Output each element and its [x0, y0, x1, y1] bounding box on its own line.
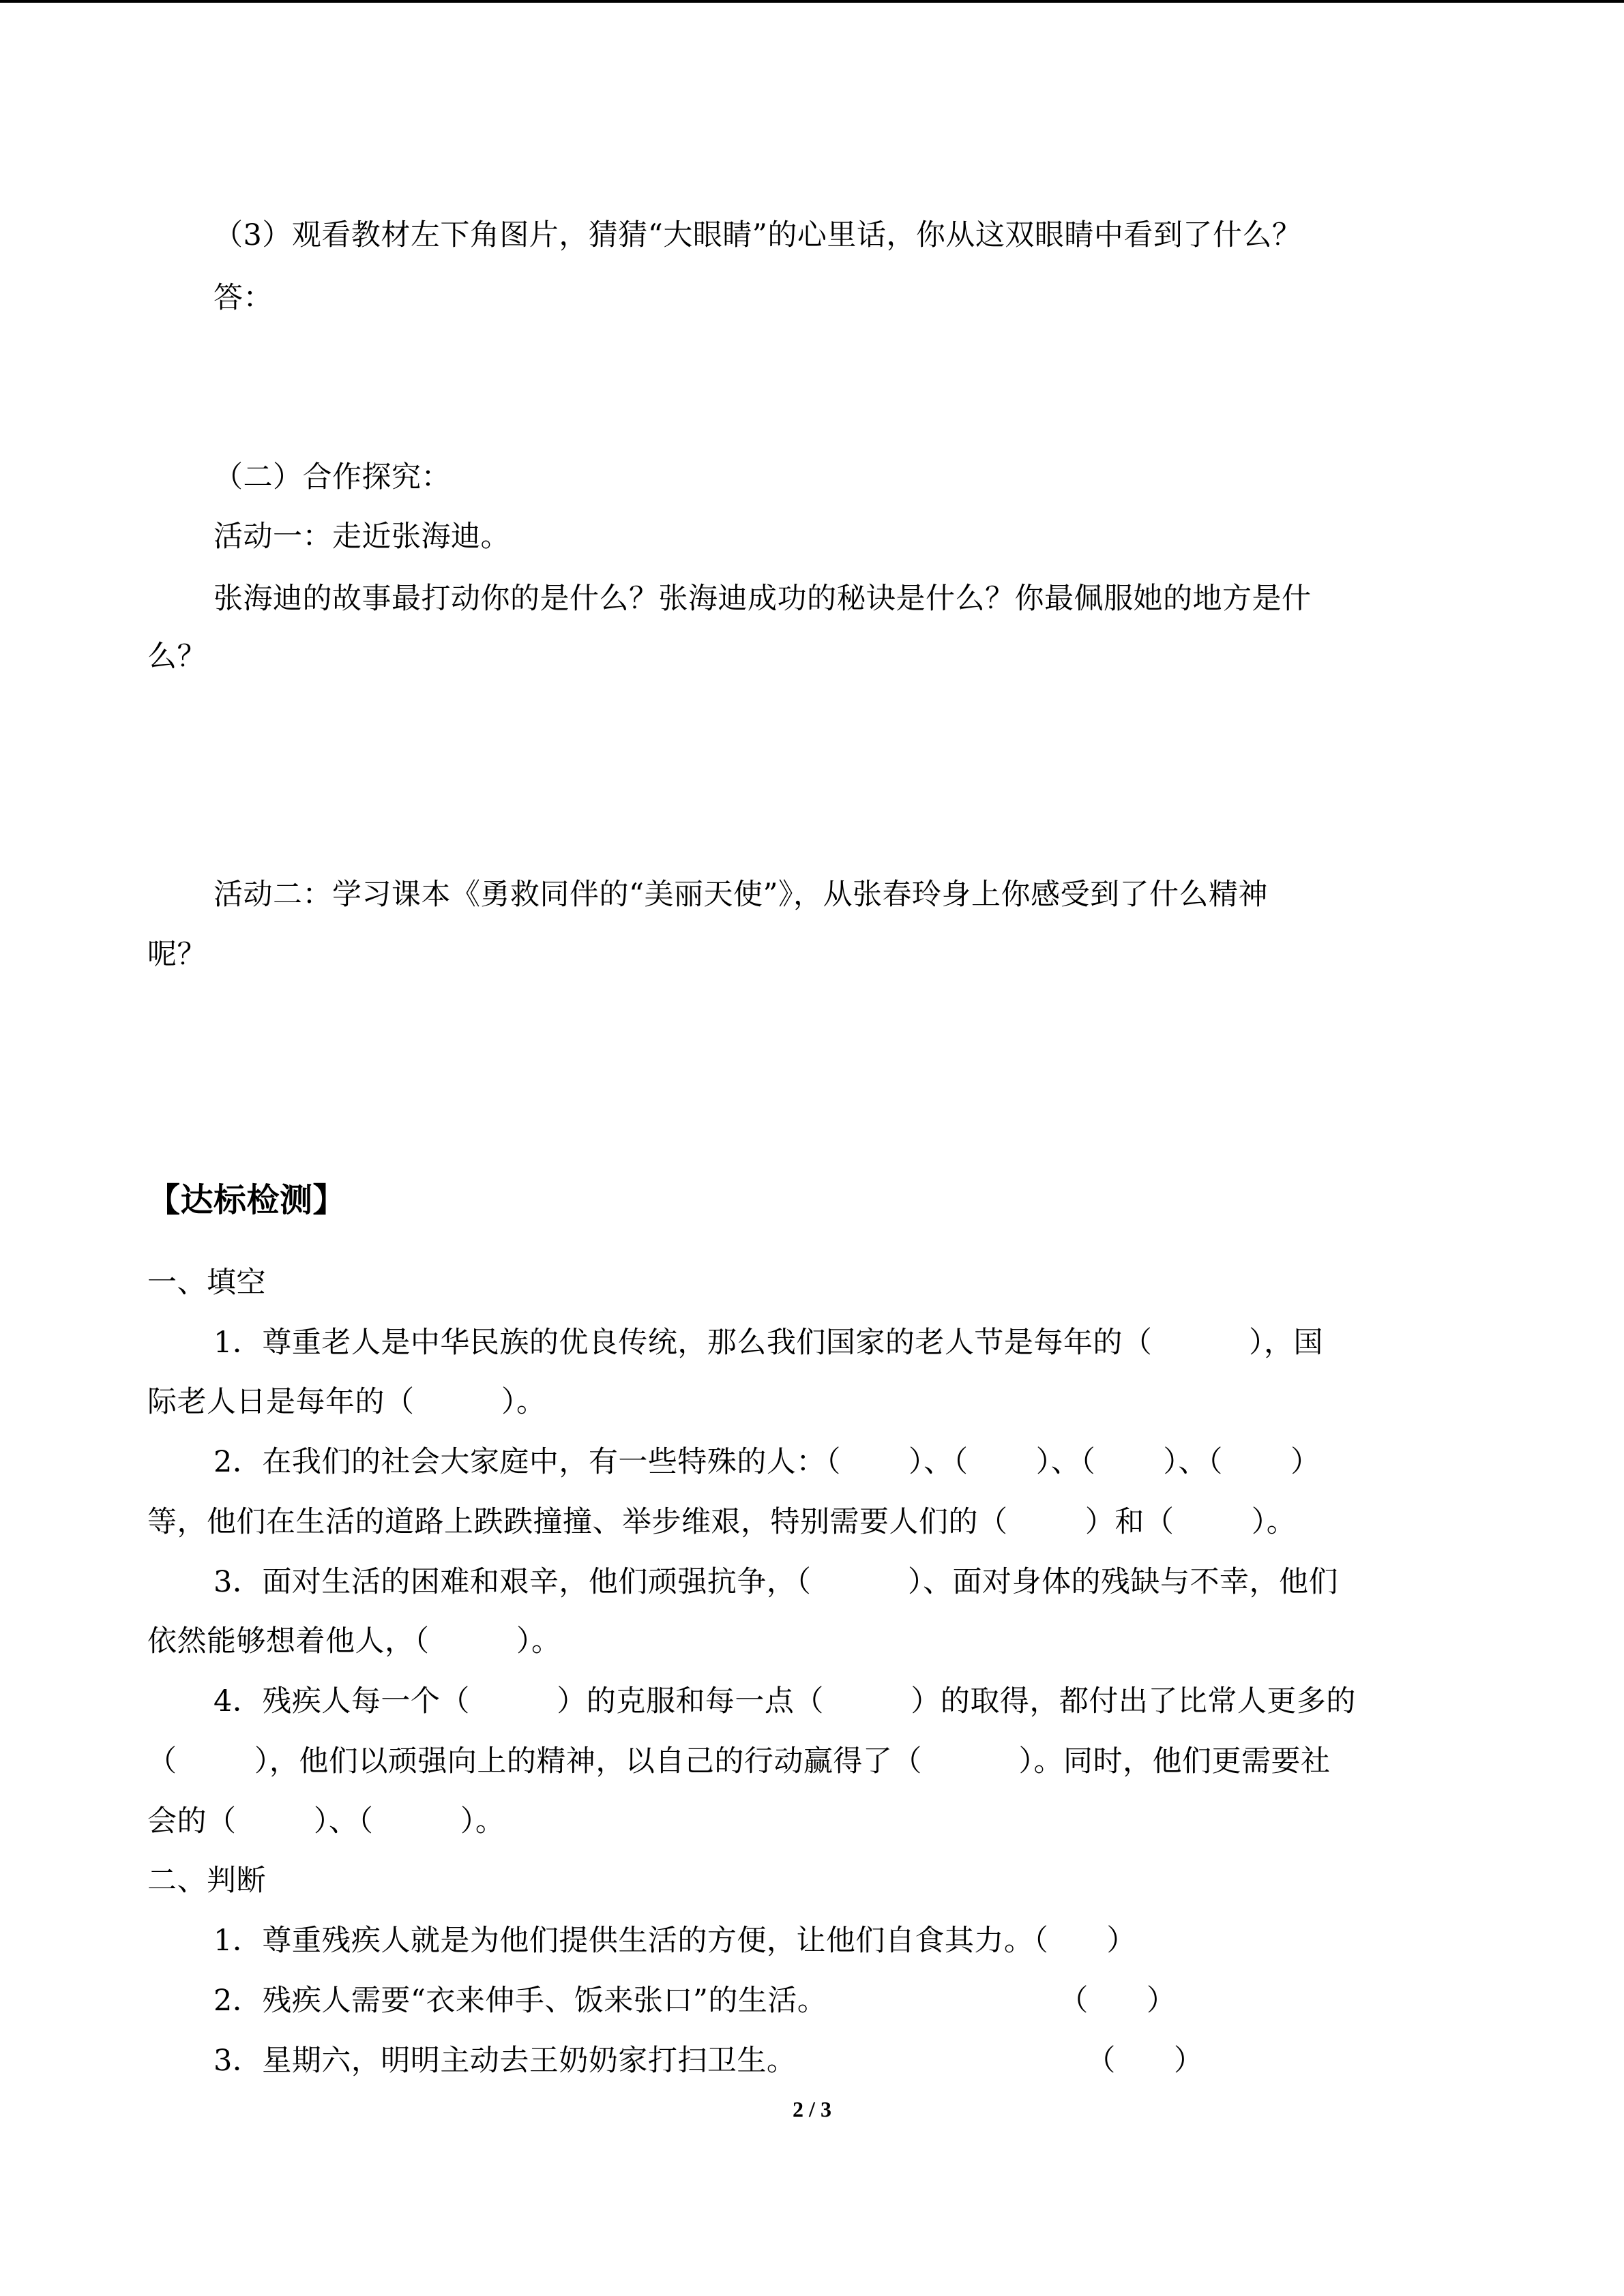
fill-q4-line-3: 会的（ ）、（ ）。 — [147, 1804, 505, 1838]
fill-q2-line-2: 等，他们在生活的道路上跌跌撞撞、举步维艰，特别需要人们的（ ）和（ ）。 — [147, 1505, 1297, 1539]
fill-blank-heading: 一、填空 — [147, 1266, 266, 1300]
activity-2-line-1: 活动二：学习课本《勇救同伴的“美丽天使”》，从张春玲身上你感受到了什么精神 — [213, 878, 1268, 912]
activity-2-line-2: 呢？ — [147, 938, 207, 972]
judge-q2: 2．残疾人需要“衣来伸手、饭来张口”的生活。 （ ） — [213, 1984, 1177, 2018]
activity-1-question-line-1: 张海迪的故事最打动你的是什么？张海迪成功的秘诀是什么？你最佩服她的地方是什 — [213, 582, 1312, 616]
page-number: 2 / 3 — [793, 2097, 831, 2121]
fill-q2-line-1: 2．在我们的社会大家庭中，有一些特殊的人：（ ）、（ ）、（ ）、（ ） — [213, 1445, 1320, 1479]
fill-q1-line-1: 1．尊重老人是中华民族的优良传统，那么我们国家的老人节是每年的（ ），国 — [213, 1326, 1324, 1360]
fill-q3-line-1: 3．面对生活的困难和艰辛，他们顽强抗争，（ ）、面对身体的残缺与不幸，他们 — [213, 1565, 1339, 1599]
fill-q3-line-2: 依然能够想着他人，（ ）。 — [147, 1624, 561, 1658]
activity-1-title: 活动一：走近张海迪。 — [213, 520, 510, 554]
exploration-question-3: （3）观看教材左下角图片，猜猜“大眼睛”的心里话，你从这双眼睛中看到了什么？ — [213, 218, 1302, 252]
fill-q1-line-2: 际老人日是每年的（ ）。 — [147, 1385, 546, 1419]
top-border — [0, 0, 1624, 3]
judge-q3: 3．星期六，明明主动去王奶奶家打扫卫生。 （ ） — [213, 2044, 1204, 2078]
judge-heading: 二、判断 — [147, 1864, 266, 1898]
cooperation-heading: （二）合作探究： — [213, 460, 451, 494]
fill-q4-line-2: （ ），他们以顽强向上的精神，以自己的行动赢得了（ ）。同时，他们更需要社 — [147, 1744, 1331, 1778]
judge-q1: 1．尊重残疾人就是为他们提供生活的方便，让他们自食其力。（ ） — [213, 1924, 1136, 1958]
test-section-title: 【达标检测】 — [147, 1181, 346, 1219]
activity-1-question-line-2: 么？ — [147, 640, 207, 674]
answer-label: 答： — [213, 281, 273, 315]
fill-q4-line-1: 4．残疾人每一个（ ）的克服和每一点（ ）的取得，都付出了比常人更多的 — [213, 1684, 1356, 1718]
